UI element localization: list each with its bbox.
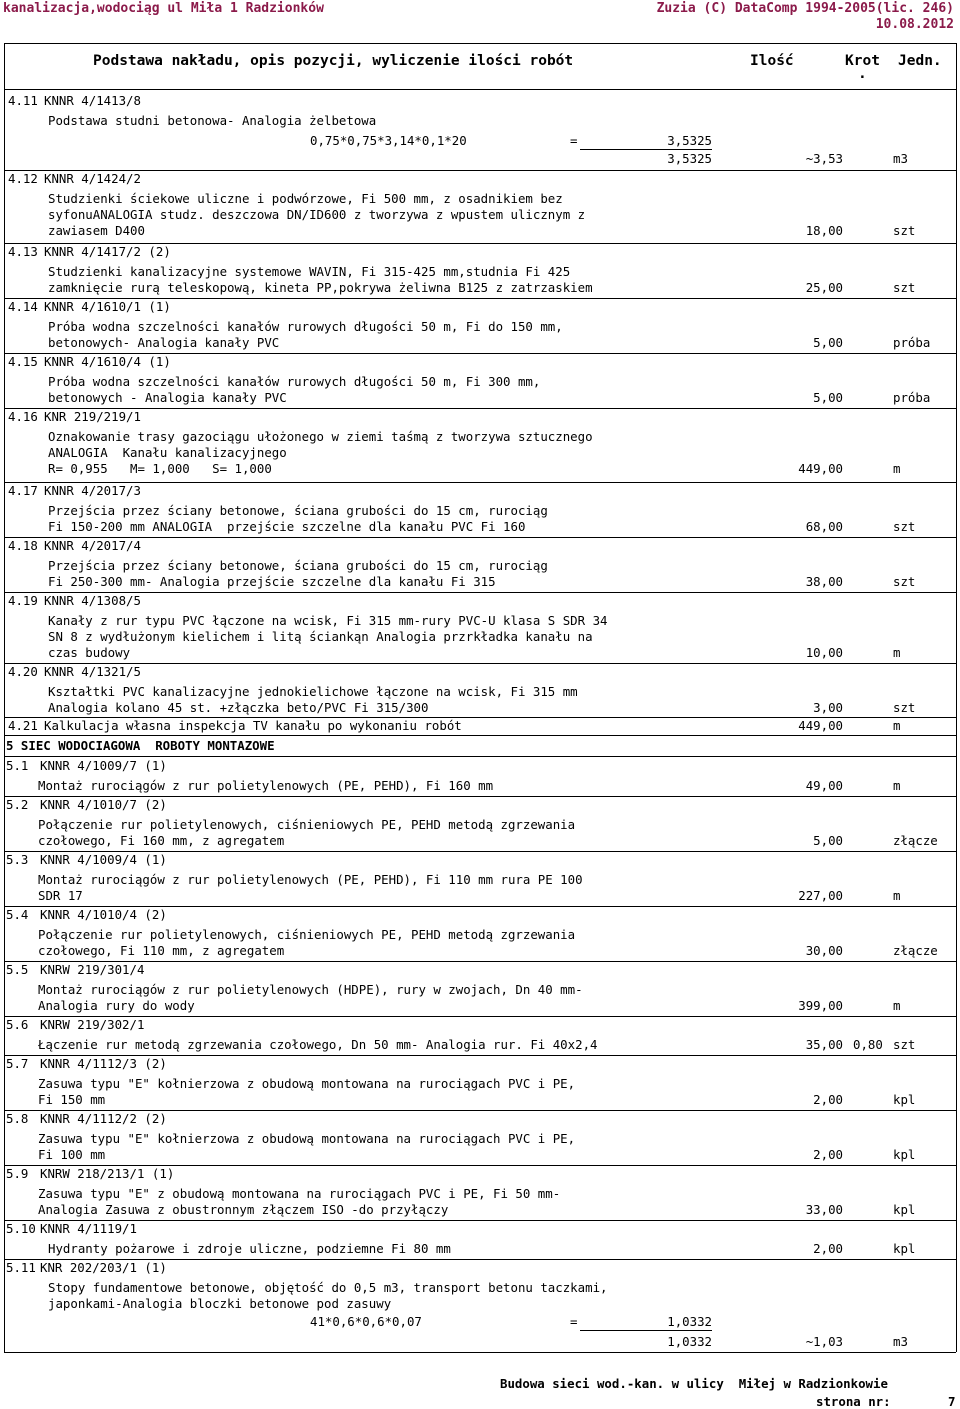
calc-equals: = [570, 133, 578, 148]
item-description-line: Próba wodna szczelności kanałów rurowych długości 50 m, Fi do 150 mm, [48, 319, 563, 334]
item-unit: kpl [893, 1147, 916, 1162]
item-number: 5.8 [6, 1111, 29, 1126]
item-quantity: 49,00 [805, 778, 843, 793]
item-code: KNNR 4/1010/4 (2) [40, 907, 167, 922]
calc-value: 3,5325 [667, 133, 712, 148]
item-description-line: R= 0,955 M= 1,000 S= 1,000 [48, 461, 272, 476]
item-description-line: Fi 150-200 mm ANALOGIA przejście szczelne dla kanału PVC Fi 160 [48, 519, 526, 534]
item-quantity: 33,00 [805, 1202, 843, 1217]
item-unit: szt [893, 1037, 916, 1052]
item-number: 4.20 [8, 664, 38, 679]
item-code: KNNR 4/2017/4 [44, 538, 141, 553]
column-header-description: Podstawa nakładu, opis pozycji, wyliczenie ilości robót [93, 53, 574, 69]
rule-line [4, 756, 956, 757]
item-code: KNNR 4/2017/3 [44, 483, 141, 498]
item-description-line: Przejścia przez ściany betonowe, ściana grubości do 15 cm, rurociąg [48, 558, 548, 573]
item-description-line: japonkami-Analogia bloczki betonowe pod zasuwy [48, 1296, 392, 1311]
item-code: KNRW 219/302/1 [40, 1017, 145, 1032]
item-number: 4.12 [8, 171, 38, 186]
item-quantity: 30,00 [805, 943, 843, 958]
column-line [4, 43, 5, 1352]
item-quantity: 449,00 [798, 718, 843, 733]
item-number: 5.11 [6, 1260, 36, 1275]
item-description-line: czołowego, Fi 110 mm, z agregatem [38, 943, 285, 958]
footer-title: Budowa sieci wod.-kan. w ulicy Miłej w Radzionkowie [500, 1376, 888, 1391]
item-code: KNNR 4/1321/5 [44, 664, 141, 679]
item-quantity: 3,00 [813, 700, 843, 715]
footer-page-number: 7 [948, 1394, 956, 1409]
rule-line [4, 663, 956, 664]
item-code: KNNR 4/1308/5 [44, 593, 141, 608]
item-number: 5.3 [6, 852, 29, 867]
item-description-line: Próba wodna szczelności kanałów rurowych długości 50 m, Fi 300 mm, [48, 374, 541, 389]
rule-line [4, 735, 956, 736]
item-description-line: Kształtki PVC kanalizacyjne jednokielichowe łączone na wcisk, Fi 315 mm [48, 684, 578, 699]
item-quantity: 5,00 [813, 335, 843, 350]
rule-line [4, 482, 956, 483]
item-description-line: Montaż rurociągów z rur polietylenowych (HDPE), rury w zwojach, Dn 40 mm- [38, 982, 583, 997]
item-code: KNNR 4/1009/7 (1) [40, 758, 167, 773]
item-description-line: SN 8 z wydłużonym kielichem i litą ściankąn Analogia przrkładka kanału na [48, 629, 593, 644]
item-quantity: 25,00 [805, 280, 843, 295]
column-line [956, 43, 957, 1352]
item-description-line: Fi 150 mm [38, 1092, 106, 1107]
item-quantity: 5,00 [813, 390, 843, 405]
header-software: Zuzia (C) DataComp 1994-2005(lic. 246) [656, 1, 954, 16]
item-quantity: ~1,03 [805, 1334, 843, 1349]
item-code: KNNR 4/1010/7 (2) [40, 797, 167, 812]
item-code: KNRW 218/213/1 (1) [40, 1166, 175, 1181]
rule-line [4, 537, 956, 538]
item-description-line: Analogia kolano 45 st. +złączka beto/PVC Fi 315/300 [48, 700, 429, 715]
calc-equals: = [570, 1314, 578, 1329]
item-description-line: Zasuwa typu "E" kołnierzowa z obudową montowana na rurociągach PVC i PE, [38, 1131, 576, 1146]
item-description-line: betonowych- Analogia kanały PVC [48, 335, 280, 350]
footer-page-label: strona nr: [816, 1394, 891, 1409]
item-code: KNR 219/219/1 [44, 409, 141, 424]
item-description-line: Stopy fundamentowe betonowe, objętość do 0,5 m3, transport betonu taczkami, [48, 1280, 608, 1295]
item-unit: kpl [893, 1241, 916, 1256]
item-unit: m [893, 645, 901, 660]
calc-expression: 41*0,6*0,6*0,07 [310, 1314, 422, 1329]
item-number: 5.1 [6, 758, 29, 773]
calc-expression: 0,75*0,75*3,14*0,1*20 [310, 133, 467, 148]
item-description-line: Łączenie rur metodą zgrzewania czołowego, Dn 50 mm- Analogia rur. Fi 40x2,4 [38, 1037, 598, 1052]
column-header-krot: Krot [845, 53, 880, 69]
item-description-line: Kanały z rur typu PVC łączone na wcisk, Fi 315 mm-rury PVC-U klasa S SDR 34 [48, 613, 608, 628]
item-quantity: 68,00 [805, 519, 843, 534]
item-code: KNR 202/203/1 (1) [40, 1260, 167, 1275]
item-description-line: betonowych - Analogia kanały PVC [48, 390, 287, 405]
item-unit: szt [893, 700, 916, 715]
rule-line [4, 43, 956, 44]
item-description-line: Podstawa studni betonowa- Analogia żelbetowa [48, 113, 377, 128]
item-number: 5.4 [6, 907, 29, 922]
item-description-line: zawiasem D400 [48, 223, 145, 238]
item-number: 4.16 [8, 409, 38, 424]
item-description-line: Oznakowanie trasy gazociągu ułożonego w ziemi taśmą z tworzywa sztucznego [48, 429, 593, 444]
item-unit: złącze [893, 833, 938, 848]
item-unit: m [893, 888, 901, 903]
item-description-line: Hydranty pożarowe i zdroje uliczne, podziemne Fi 80 mm [48, 1241, 451, 1256]
rule-line [4, 592, 956, 593]
item-unit: szt [893, 519, 916, 534]
item-description-line: czas budowy [48, 645, 131, 660]
item-description-line: Połączenie rur polietylenowych, ciśnieniowych PE, PEHD metodą zgrzewania [38, 927, 576, 942]
item-code: KNNR 4/1112/2 (2) [40, 1111, 167, 1126]
header-project: kanalizacja,wodociąg ul Miła 1 Radzionków [3, 1, 324, 16]
item-number: 5.2 [6, 797, 29, 812]
item-unit: szt [893, 223, 916, 238]
item-number: 4.21 [8, 718, 38, 733]
rule-line [4, 1220, 956, 1221]
calc-value: 1,0332 [667, 1314, 712, 1329]
item-quantity: 399,00 [798, 998, 843, 1013]
item-number: 4.17 [8, 483, 38, 498]
item-quantity: 449,00 [798, 461, 843, 476]
item-unit: próba [893, 390, 931, 405]
item-description-line: ANALOGIA Kanału kanalizacyjnego [48, 445, 287, 460]
item-number: 5.10 [6, 1221, 36, 1236]
item-quantity: ~3,53 [805, 151, 843, 166]
item-description-line: SDR 17 [38, 888, 83, 903]
item-number: 4.18 [8, 538, 38, 553]
item-code: KNNR 4/1413/8 [44, 93, 141, 108]
item-unit: m [893, 461, 901, 476]
item-unit: m3 [893, 151, 908, 166]
item-quantity: 35,00 [805, 1037, 843, 1052]
item-unit: m [893, 718, 901, 733]
rule-line [4, 170, 956, 171]
rule-line [580, 1330, 712, 1331]
item-unit: kpl [893, 1092, 916, 1107]
rule-line [4, 1352, 956, 1353]
item-description-line: Fi 100 mm [38, 1147, 106, 1162]
section-title: 5 SIEC WODOCIAGOWA ROBOTY MONTAZOWE [6, 738, 275, 753]
item-unit: m [893, 778, 901, 793]
item-description-line: Studzienki kanalizacyjne systemowe WAVIN, Fi 315-425 mm,studnia Fi 425 [48, 264, 571, 279]
item-description-line: Zasuwa typu "E" kołnierzowa z obudową montowana na rurociągach PVC i PE, [38, 1076, 576, 1091]
item-code: KNNR 4/1424/2 [44, 171, 141, 186]
item-description-line: Przejścia przez ściany betonowe, ściana grubości do 15 cm, rurociąg [48, 503, 548, 518]
column-header-unit: Jedn. [898, 53, 942, 69]
item-description-line: zamknięcie rurą teleskopową, kineta PP,pokrywa żeliwna B125 z zatrzaskiem [48, 280, 593, 295]
item-quantity: 10,00 [805, 645, 843, 660]
item-description-line: Analogia rury do wody [38, 998, 195, 1013]
item-number: 4.13 [8, 244, 38, 259]
header-date: 10.08.2012 [875, 17, 954, 32]
item-description-line: Montaż rurociągów z rur polietylenowych (PE, PEHD), Fi 160 mm [38, 778, 494, 793]
item-unit: m3 [893, 1334, 908, 1349]
item-unit: szt [893, 280, 916, 295]
item-description-line: Montaż rurociągów z rur polietylenowych (PE, PEHD), Fi 110 mm rura PE 100 [38, 872, 583, 887]
item-number: 5.9 [6, 1166, 29, 1181]
item-code: KNRW 219/301/4 [40, 962, 145, 977]
item-number: 5.6 [6, 1017, 29, 1032]
item-code: KNNR 4/1610/1 (1) [44, 299, 171, 314]
item-number: 5.5 [6, 962, 29, 977]
item-quantity: 2,00 [813, 1241, 843, 1256]
item-quantity: 5,00 [813, 833, 843, 848]
column-header-krot-dot: . [858, 66, 867, 82]
item-number: 4.15 [8, 354, 38, 369]
item-quantity: 18,00 [805, 223, 843, 238]
item-unit: kpl [893, 1202, 916, 1217]
item-code: KNNR 4/1119/1 [40, 1221, 137, 1236]
item-unit: złącze [893, 943, 938, 958]
item-quantity: 2,00 [813, 1092, 843, 1107]
item-description-line: Studzienki ściekowe uliczne i podwórzowe, Fi 500 mm, z osadnikiem bez [48, 191, 563, 206]
item-quantity: 38,00 [805, 574, 843, 589]
rule-line [4, 961, 956, 962]
item-quantity: 227,00 [798, 888, 843, 903]
item-number: 4.11 [8, 93, 38, 108]
item-code: KNNR 4/1417/2 (2) [44, 244, 171, 259]
rule-line [4, 89, 956, 90]
item-code: KNNR 4/1610/4 (1) [44, 354, 171, 369]
item-code: KNNR 4/1112/3 (2) [40, 1056, 167, 1071]
item-description-line: syfonuANALOGIA studz. deszczowa DN/ID600 z tworzywa z wpustem ulicznym z [48, 207, 586, 222]
item-number: 4.14 [8, 299, 38, 314]
item-number: 5.7 [6, 1056, 29, 1071]
item-description-line: czołowego, Fi 160 mm, z agregatem [38, 833, 285, 848]
calc-total: 3,5325 [667, 151, 712, 166]
item-number: 4.19 [8, 593, 38, 608]
item-code: KNNR 4/1009/4 (1) [40, 852, 167, 867]
calc-total: 1,0332 [667, 1334, 712, 1349]
item-description-line: Analogia Zasuwa z obustronnym złączem ISO -do przyłączy [38, 1202, 449, 1217]
rule-line [580, 149, 712, 150]
item-description-line: Połączenie rur polietylenowych, ciśnieniowych PE, PEHD metodą zgrzewania [38, 817, 576, 832]
item-unit: szt [893, 574, 916, 589]
item-unit: próba [893, 335, 931, 350]
item-quantity: 2,00 [813, 1147, 843, 1162]
item-code: Kalkulacja własna inspekcja TV kanału po wykonaniu robót [44, 718, 462, 733]
rule-line [4, 1016, 956, 1017]
item-unit: m [893, 998, 901, 1013]
column-header-quantity: Ilość [750, 53, 794, 69]
item-description-line: Fi 250-300 mm- Analogia przejście szczelne dla kanału Fi 315 [48, 574, 496, 589]
item-krot: 0,80 [853, 1037, 883, 1052]
rule-line [4, 408, 956, 409]
item-description-line: Zasuwa typu "E" z obudową montowana na rurociągach PVC i PE, Fi 50 mm- [38, 1186, 561, 1201]
